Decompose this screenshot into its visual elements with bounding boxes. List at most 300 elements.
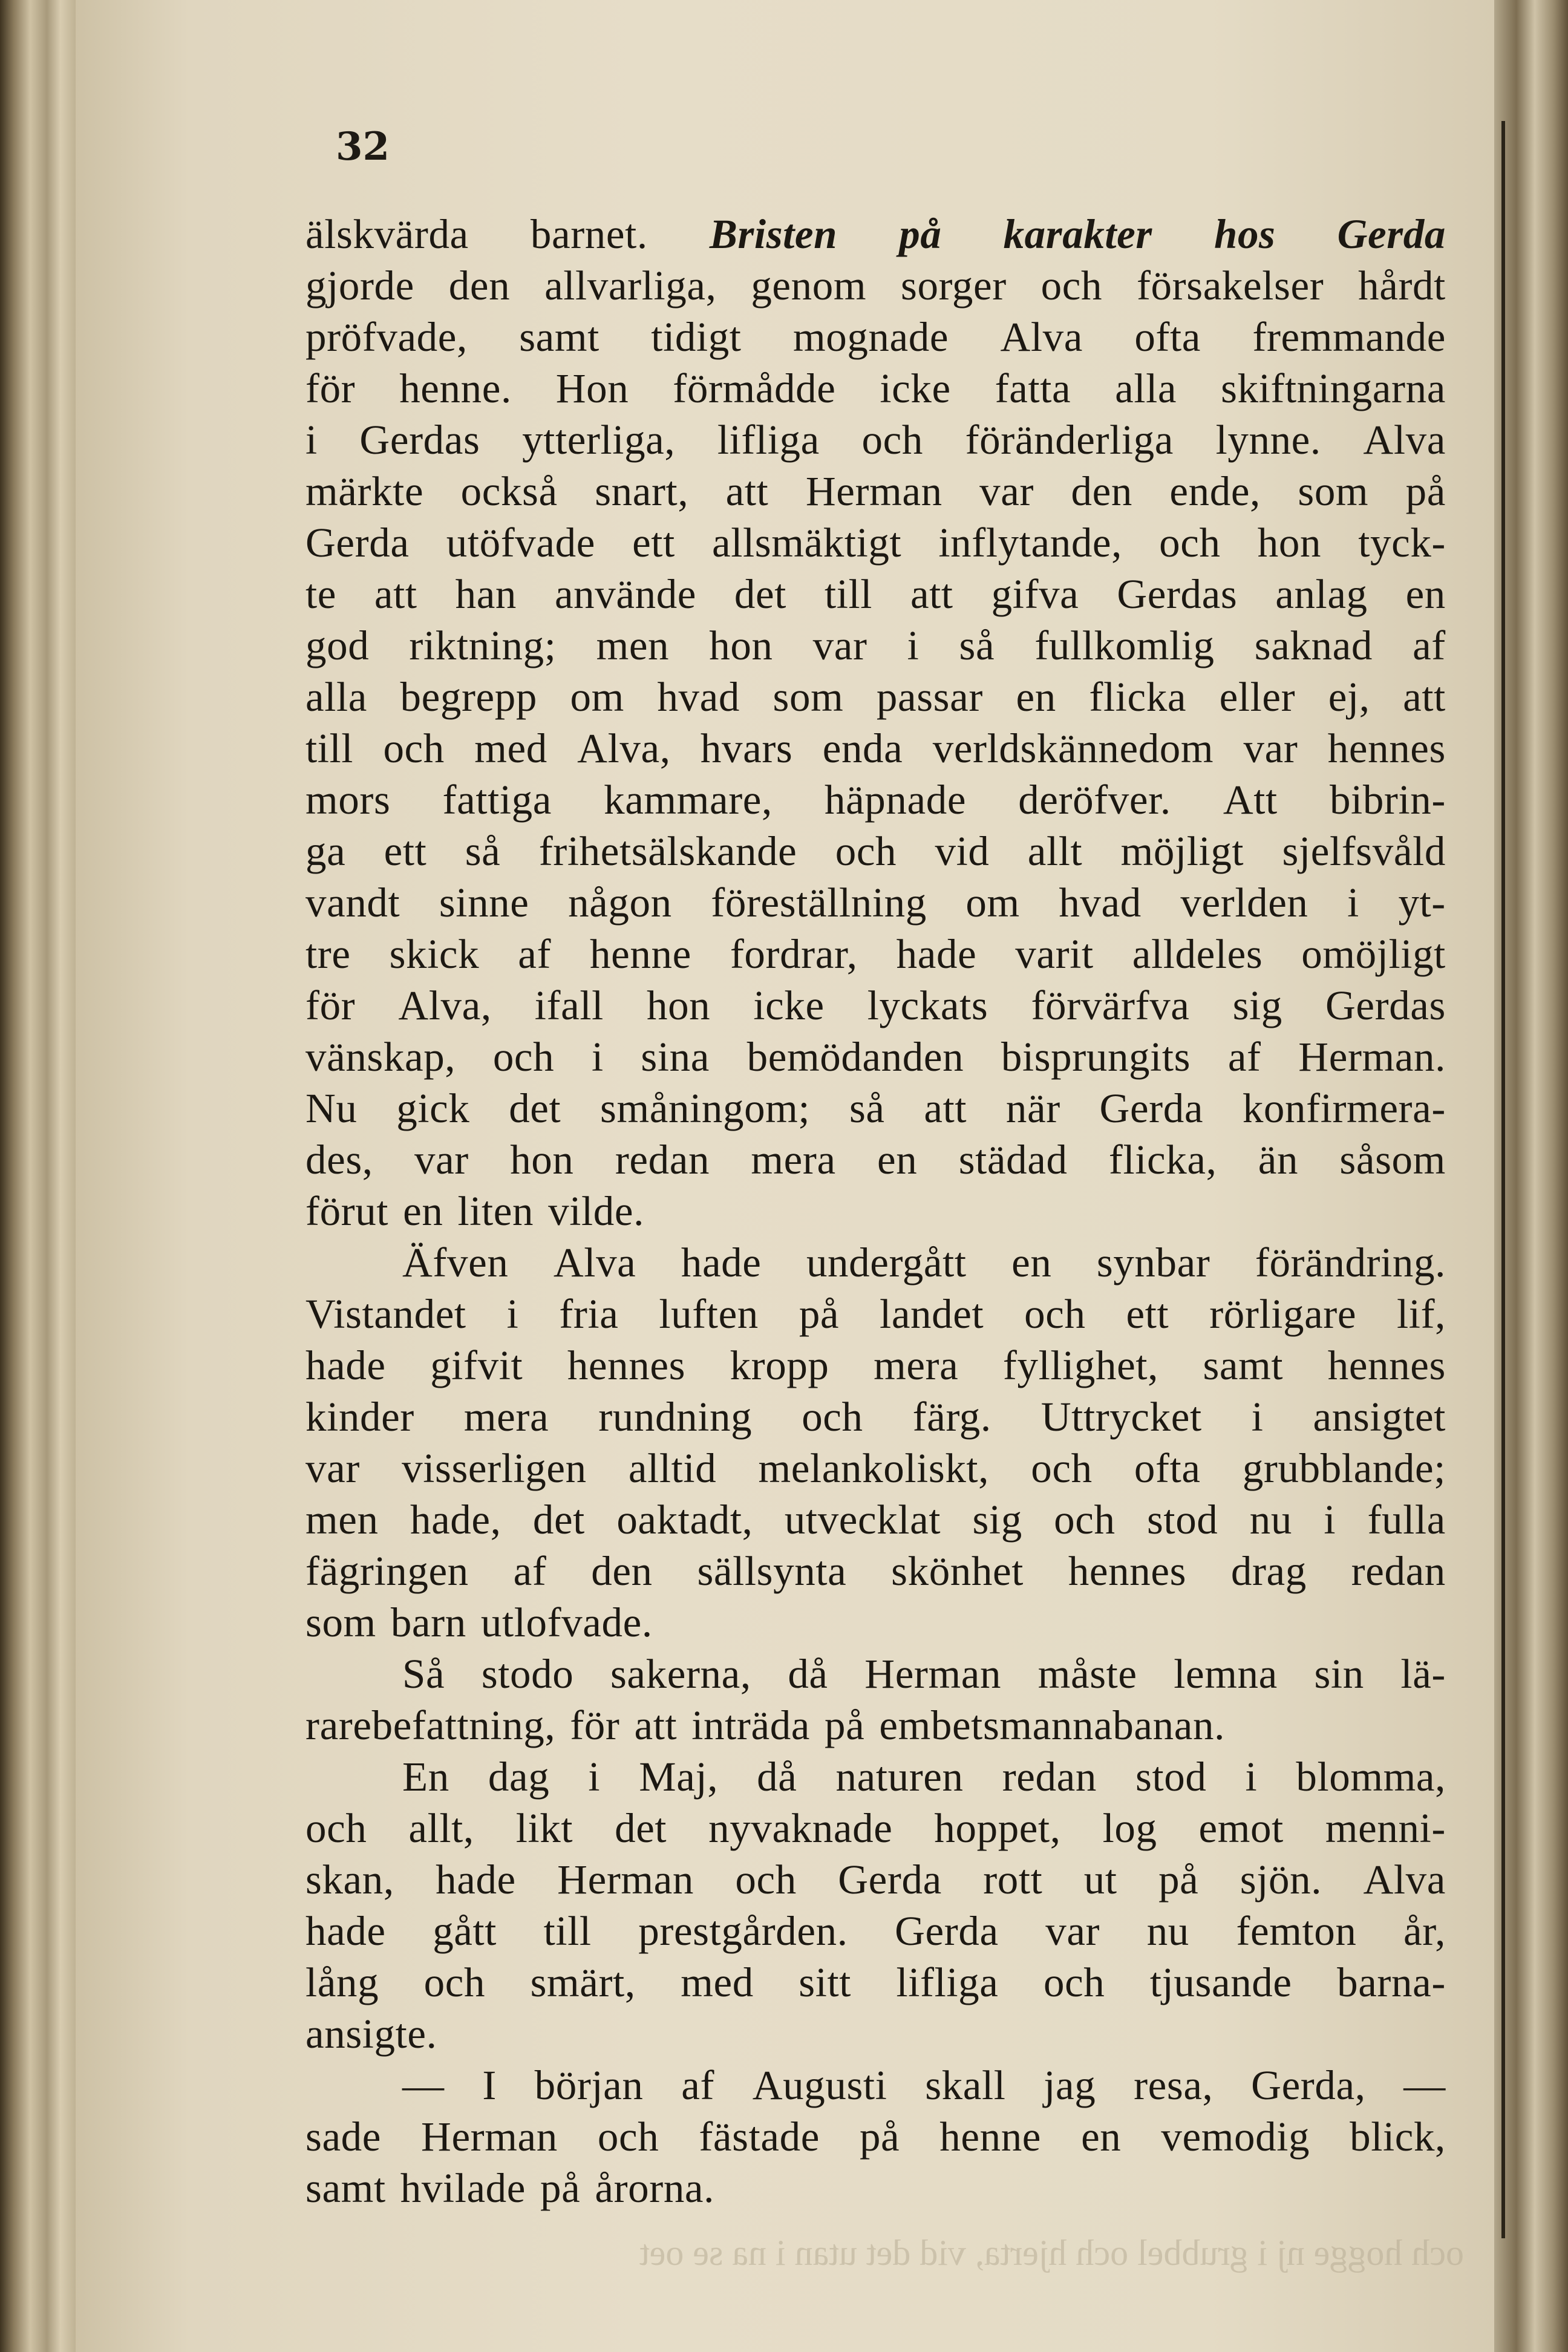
text-word: Vistandet: [305, 1291, 466, 1337]
text-line: [305, 1700, 1446, 1751]
text-word: för: [570, 1702, 620, 1748]
text-line: [305, 414, 1446, 466]
text-word: —: [402, 2062, 445, 2108]
text-word: i: [1324, 1497, 1336, 1543]
text-word: men: [305, 1497, 379, 1543]
text-word: men: [596, 622, 670, 668]
text-word: då: [757, 1754, 797, 1800]
text-word: ofta: [1134, 314, 1201, 360]
text-word: Hon: [555, 365, 629, 411]
text-word: lä-: [1400, 1651, 1446, 1697]
text-word: redan: [1002, 1754, 1097, 1800]
text-word: ofta: [1134, 1445, 1201, 1491]
text-word: med: [681, 1959, 754, 2005]
text-word: hos: [1214, 211, 1276, 257]
text-word: verlden: [1180, 880, 1308, 926]
text-word: femton: [1236, 1908, 1357, 1954]
text-word: Gerda: [838, 1857, 942, 1903]
text-line: [305, 877, 1446, 929]
text-word: dag: [488, 1754, 550, 1800]
page-number: 32: [336, 124, 390, 169]
text-word: visserligen: [402, 1445, 587, 1491]
text-word: alldeles: [1132, 931, 1263, 977]
text-word: hvad: [657, 674, 740, 720]
text-word: redan: [1351, 1548, 1446, 1594]
text-word: hade,: [410, 1497, 501, 1543]
text-word: lemna: [1174, 1651, 1278, 1697]
text-word: hon: [510, 1137, 574, 1183]
text-word: till: [543, 1908, 592, 1954]
text-word: skall: [925, 2062, 1006, 2108]
text-word: var: [812, 622, 867, 668]
text-word: och: [1054, 1497, 1116, 1543]
text-word: grubblande;: [1242, 1445, 1446, 1491]
text-word: hårdt: [1358, 263, 1446, 309]
book-edge-right: [1494, 0, 1568, 2352]
text-word: Herman.: [1298, 1034, 1446, 1080]
text-word: och: [735, 1857, 797, 1903]
text-word: och: [1024, 1291, 1086, 1337]
text-line: [305, 620, 1446, 671]
text-word: gick: [396, 1085, 470, 1131]
text-word: och: [1031, 1445, 1093, 1491]
text-word: i: [588, 1754, 601, 1800]
text-line: [305, 2111, 1446, 2163]
text-word: likt: [515, 1805, 573, 1851]
text-word: mera: [751, 1137, 836, 1183]
text-word: hennes: [1068, 1548, 1187, 1594]
text-word: märkte: [305, 468, 424, 514]
text-word: att: [634, 1702, 678, 1748]
text-word: allt,: [408, 1805, 474, 1851]
text-word: sinne: [439, 880, 529, 926]
text-word: hennes: [567, 1342, 686, 1388]
text-word: årorna.: [595, 2165, 714, 2211]
text-word: Gerda: [895, 1908, 999, 1954]
text-line: [305, 1083, 1446, 1134]
text-word: vandt: [305, 880, 400, 926]
text-line: [305, 929, 1446, 980]
text-word: fattiga: [442, 777, 552, 823]
text-word: Alva,: [577, 725, 671, 771]
text-word: lifliga: [717, 417, 820, 463]
text-word: utlofvade.: [480, 1599, 653, 1645]
text-word: och: [802, 1394, 863, 1440]
text-word: oaktadt,: [616, 1497, 753, 1543]
text-line: [305, 1289, 1446, 1340]
text-word: var: [1045, 1908, 1100, 1954]
text-line: [305, 774, 1446, 826]
text-word: sin: [1314, 1651, 1364, 1697]
text-word: begrepp: [400, 674, 537, 720]
text-word: lifliga: [896, 1959, 999, 2005]
text-word: skönhet: [891, 1548, 1024, 1594]
text-word: fremmande: [1252, 314, 1446, 360]
text-word: hennes: [1327, 725, 1446, 771]
text-word: Gerda,: [1251, 2062, 1366, 2108]
text-word: gifvit: [430, 1342, 523, 1388]
text-word: barn: [390, 1599, 466, 1645]
text-word: den: [448, 263, 511, 309]
text-word: vänskap,: [305, 1034, 456, 1080]
text-word: henne.: [399, 365, 512, 411]
text-word: tyck-: [1358, 520, 1446, 566]
text-word: fästade: [699, 2114, 820, 2160]
text-word: vid: [935, 828, 990, 874]
text-word: —: [1403, 2062, 1446, 2108]
text-word: anlag: [1275, 571, 1368, 617]
text-word: hade: [681, 1240, 762, 1285]
text-word: på: [1405, 468, 1446, 514]
text-word: på: [1158, 1857, 1199, 1903]
text-line: [305, 1134, 1446, 1186]
text-word: Maj,: [639, 1754, 719, 1800]
text-word: samt: [1203, 1342, 1284, 1388]
text-word: god: [305, 622, 370, 668]
text-word: kropp: [730, 1342, 829, 1388]
text-word: Gerdas: [1117, 571, 1238, 617]
text-word: fullkomlig: [1034, 622, 1215, 668]
text-word: gjorde: [305, 263, 414, 309]
text-word: Alva: [1000, 314, 1083, 360]
text-word: ansigtet: [1313, 1394, 1446, 1440]
text-word: kammare,: [604, 777, 773, 823]
text-word: i: [1251, 1394, 1264, 1440]
text-word: af: [1227, 1034, 1261, 1080]
text-word: blick,: [1350, 2114, 1446, 2160]
text-line: [305, 312, 1446, 363]
text-word: hennes: [1327, 1342, 1446, 1388]
text-word: alltid: [628, 1445, 717, 1491]
text-word: och: [835, 828, 897, 874]
text-word: då: [788, 1651, 828, 1697]
text-word: vilde.: [548, 1188, 644, 1234]
text-word: sällsynta: [697, 1548, 847, 1594]
text-word: alla: [1115, 365, 1177, 411]
text-word: i: [1245, 1754, 1258, 1800]
text-word: inträda: [691, 1702, 811, 1748]
text-word: och: [383, 725, 445, 771]
text-word: stod: [1135, 1754, 1207, 1800]
text-word: Alva: [1363, 417, 1446, 463]
text-word: hvilade: [400, 2165, 526, 2211]
text-word: hon: [709, 622, 773, 668]
text-word: förvärfva: [1031, 982, 1190, 1028]
text-word: hon: [1257, 520, 1322, 566]
text-word: fria: [559, 1291, 619, 1337]
text-word: Herman: [557, 1857, 694, 1903]
text-word: jag: [1044, 2062, 1096, 2108]
text-word: prestgården.: [638, 1908, 848, 1954]
text-word: hade: [436, 1857, 516, 1903]
text-word: nu: [1146, 1908, 1189, 1954]
text-word: ytterliga,: [522, 417, 676, 463]
text-word: någon: [568, 880, 672, 926]
text-line: [305, 569, 1446, 620]
text-word: och: [423, 1959, 486, 2005]
text-word: med: [474, 725, 547, 771]
text-word: som: [773, 674, 844, 720]
text-word: som: [1298, 468, 1369, 514]
text-word: städad: [958, 1137, 1068, 1183]
text-word: och: [1159, 520, 1221, 566]
text-word: hvars: [700, 725, 793, 771]
text-word: gifva: [991, 571, 1079, 617]
text-word: ej,: [1328, 674, 1370, 720]
text-word: skick: [389, 931, 480, 977]
text-word: hon: [646, 982, 711, 1028]
text-word: samt: [519, 314, 599, 360]
text-word: naturen: [835, 1754, 964, 1800]
text-word: att: [910, 571, 953, 617]
text-word: Herman: [864, 1651, 1002, 1697]
text-word: flicka,: [1108, 1137, 1217, 1183]
text-word: i: [305, 417, 318, 463]
page-margin-rule: [1501, 121, 1505, 2238]
text-word: nu: [1249, 1497, 1292, 1543]
text-word: så: [849, 1085, 885, 1131]
text-word: skan,: [305, 1857, 394, 1903]
text-word: utvecklat: [784, 1497, 941, 1543]
text-word: om: [570, 674, 624, 720]
text-word: sina: [641, 1034, 710, 1080]
text-word: rott: [983, 1857, 1043, 1903]
text-word: flicka: [1089, 674, 1187, 720]
text-word: barna-: [1337, 1959, 1446, 2005]
text-line: [305, 1597, 1446, 1648]
text-word: förmådde: [673, 365, 836, 411]
text-word: embetsmannabanan.: [879, 1702, 1225, 1748]
text-line: [305, 1494, 1446, 1546]
text-word: fyllighet,: [1002, 1342, 1158, 1388]
text-word: Alva: [553, 1240, 636, 1285]
text-word: sig: [972, 1497, 1022, 1543]
text-word: fägringen: [305, 1548, 469, 1594]
text-word: enda: [822, 725, 903, 771]
text-word: föreställning: [711, 880, 927, 926]
text-word: och: [492, 1034, 555, 1080]
text-word: Alva,: [398, 982, 492, 1028]
text-word: lif,: [1397, 1291, 1446, 1337]
text-word: af: [1413, 622, 1446, 668]
text-word: allt: [1027, 828, 1083, 874]
text-word: också: [460, 468, 558, 514]
text-word: sjelfsvåld: [1282, 828, 1446, 874]
text-line: [305, 517, 1446, 569]
body-text: [305, 209, 1446, 2214]
text-line: [305, 1854, 1446, 1906]
text-word: på: [859, 2114, 900, 2160]
text-word: försakelser: [1136, 263, 1324, 309]
text-word: i: [506, 1291, 519, 1337]
text-word: på: [899, 211, 942, 257]
text-word: en: [877, 1137, 918, 1183]
text-word: drag: [1230, 1548, 1307, 1594]
text-word: ett: [632, 520, 675, 566]
text-word: ende,: [1169, 468, 1261, 514]
text-word: rörligare: [1209, 1291, 1357, 1337]
text-word: ett: [384, 828, 427, 874]
text-word: genom: [751, 263, 867, 309]
text-word: Gerda: [1337, 211, 1446, 257]
text-word: ifall: [534, 982, 604, 1028]
text-word: rarebefattning,: [305, 1702, 556, 1748]
text-word: barnet.: [530, 211, 648, 257]
text-word: var: [979, 468, 1034, 514]
text-word: Gerda: [1099, 1085, 1204, 1131]
text-word: omöjligt: [1301, 931, 1446, 977]
text-line: [305, 1443, 1446, 1494]
text-word: på: [825, 1702, 865, 1748]
text-word: och: [597, 2114, 659, 2160]
text-word: samt: [305, 2165, 386, 2211]
text-word: vemodig: [1161, 2114, 1310, 2160]
text-word: menni-: [1325, 1805, 1446, 1851]
text-word: använde: [554, 571, 697, 617]
text-line: [305, 1803, 1446, 1854]
text-word: bibrin-: [1329, 777, 1446, 823]
text-word: karakter: [1003, 211, 1152, 257]
text-word: af: [513, 1548, 547, 1594]
text-word: när: [1005, 1085, 1060, 1131]
text-word: allvarliga,: [544, 263, 717, 309]
text-word: smärt,: [530, 1959, 636, 2005]
text-word: den: [591, 1548, 653, 1594]
text-word: frihetsälskande: [538, 828, 797, 874]
text-word: och: [1043, 1959, 1105, 2005]
text-line: [305, 1391, 1446, 1443]
text-line: [305, 1648, 1446, 1700]
text-word: och: [305, 1805, 367, 1851]
text-word: föränderliga: [965, 417, 1174, 463]
text-word: var: [1243, 725, 1298, 771]
text-word: lång: [305, 1959, 379, 2005]
text-line: [305, 1546, 1446, 1597]
text-line: [305, 1186, 1446, 1237]
text-word: sitt: [799, 1959, 852, 2005]
text-word: af: [681, 2062, 715, 2108]
text-word: en: [1405, 571, 1446, 617]
text-word: konfirmera-: [1242, 1085, 1446, 1131]
text-word: han: [455, 571, 517, 617]
text-word: häpnade: [824, 777, 967, 823]
text-word: tjusande: [1149, 1959, 1292, 2005]
text-word: Augusti: [752, 2062, 887, 2108]
text-word: luften: [659, 1291, 759, 1337]
text-word: ansigte.: [305, 2011, 437, 2057]
text-line: [305, 1031, 1446, 1083]
text-word: synbar: [1096, 1240, 1210, 1285]
text-word: gått: [433, 1908, 497, 1954]
text-word: alla: [305, 674, 367, 720]
text-word: ut: [1083, 1857, 1117, 1903]
text-word: år,: [1403, 1908, 1446, 1954]
text-word: allsmäktigt: [712, 520, 902, 566]
text-word: riktning;: [409, 622, 557, 668]
text-word: i: [591, 1034, 604, 1080]
text-word: en: [403, 1188, 443, 1234]
book-spine-left: [0, 0, 76, 2352]
text-word: det: [615, 1805, 667, 1851]
text-word: varit: [1015, 931, 1094, 977]
text-word: liten: [457, 1188, 534, 1234]
text-word: som: [305, 1599, 376, 1645]
text-word: sakerna,: [610, 1651, 751, 1697]
text-word: till: [305, 725, 354, 771]
text-word: henne: [590, 931, 691, 977]
text-word: för: [305, 365, 356, 411]
text-word: passar: [876, 674, 983, 720]
text-word: det: [509, 1085, 561, 1131]
text-word: icke: [880, 365, 951, 411]
text-line: [305, 980, 1446, 1031]
text-word: stodo: [481, 1651, 574, 1697]
text-word: saknad: [1254, 622, 1373, 668]
text-word: pröfvade,: [305, 314, 468, 360]
text-word: Äfven: [402, 1240, 509, 1285]
text-word: för: [305, 982, 356, 1028]
text-word: log: [1102, 1805, 1157, 1851]
text-word: Uttrycket: [1040, 1394, 1202, 1440]
text-line: [305, 826, 1446, 877]
text-word: sig: [1232, 982, 1282, 1028]
text-word: mera: [463, 1394, 549, 1440]
text-word: början: [534, 2062, 644, 2108]
text-word: verldskännedom: [932, 725, 1214, 771]
text-word: deröfver.: [1018, 777, 1171, 823]
text-word: och: [1040, 263, 1103, 309]
text-word: hade: [896, 931, 977, 977]
text-line: [305, 209, 1446, 260]
text-line: [305, 1751, 1446, 1803]
text-word: rundning: [598, 1394, 753, 1440]
text-word: en: [1081, 2114, 1122, 2160]
text-word: bisprungits: [1001, 1034, 1191, 1080]
text-word: så: [959, 622, 995, 668]
text-word: älskvärda: [305, 211, 469, 257]
text-word: undergått: [806, 1240, 967, 1285]
text-word: Gerda: [305, 520, 410, 566]
text-word: henne: [939, 2114, 1042, 2160]
text-word: till: [824, 571, 873, 617]
text-word: Att: [1223, 777, 1278, 823]
text-word: kinder: [305, 1394, 414, 1440]
text-word: att: [725, 468, 769, 514]
text-word: lyckats: [867, 982, 988, 1028]
text-word: En: [402, 1754, 449, 1800]
text-word: inflytande,: [938, 520, 1122, 566]
text-word: skiftningarna: [1221, 365, 1446, 411]
text-word: mognade: [792, 314, 949, 360]
text-word: än: [1258, 1137, 1299, 1183]
text-word: en: [1016, 674, 1056, 720]
text-word: att: [924, 1085, 967, 1131]
text-word: Herman: [421, 2114, 558, 2160]
text-word: fordrar,: [730, 931, 858, 977]
text-word: färg.: [912, 1394, 991, 1440]
text-word: stod: [1146, 1497, 1218, 1543]
text-word: af: [518, 931, 552, 977]
text-word: blomma,: [1296, 1754, 1446, 1800]
text-word: i: [907, 622, 920, 668]
text-word: och: [861, 417, 923, 463]
text-word: förut: [305, 1188, 389, 1234]
text-word: sorger: [901, 263, 1007, 309]
text-word: landet: [880, 1291, 984, 1337]
text-line: [305, 1237, 1446, 1289]
text-word: en: [1011, 1240, 1052, 1285]
text-word: förändring.: [1255, 1240, 1446, 1285]
